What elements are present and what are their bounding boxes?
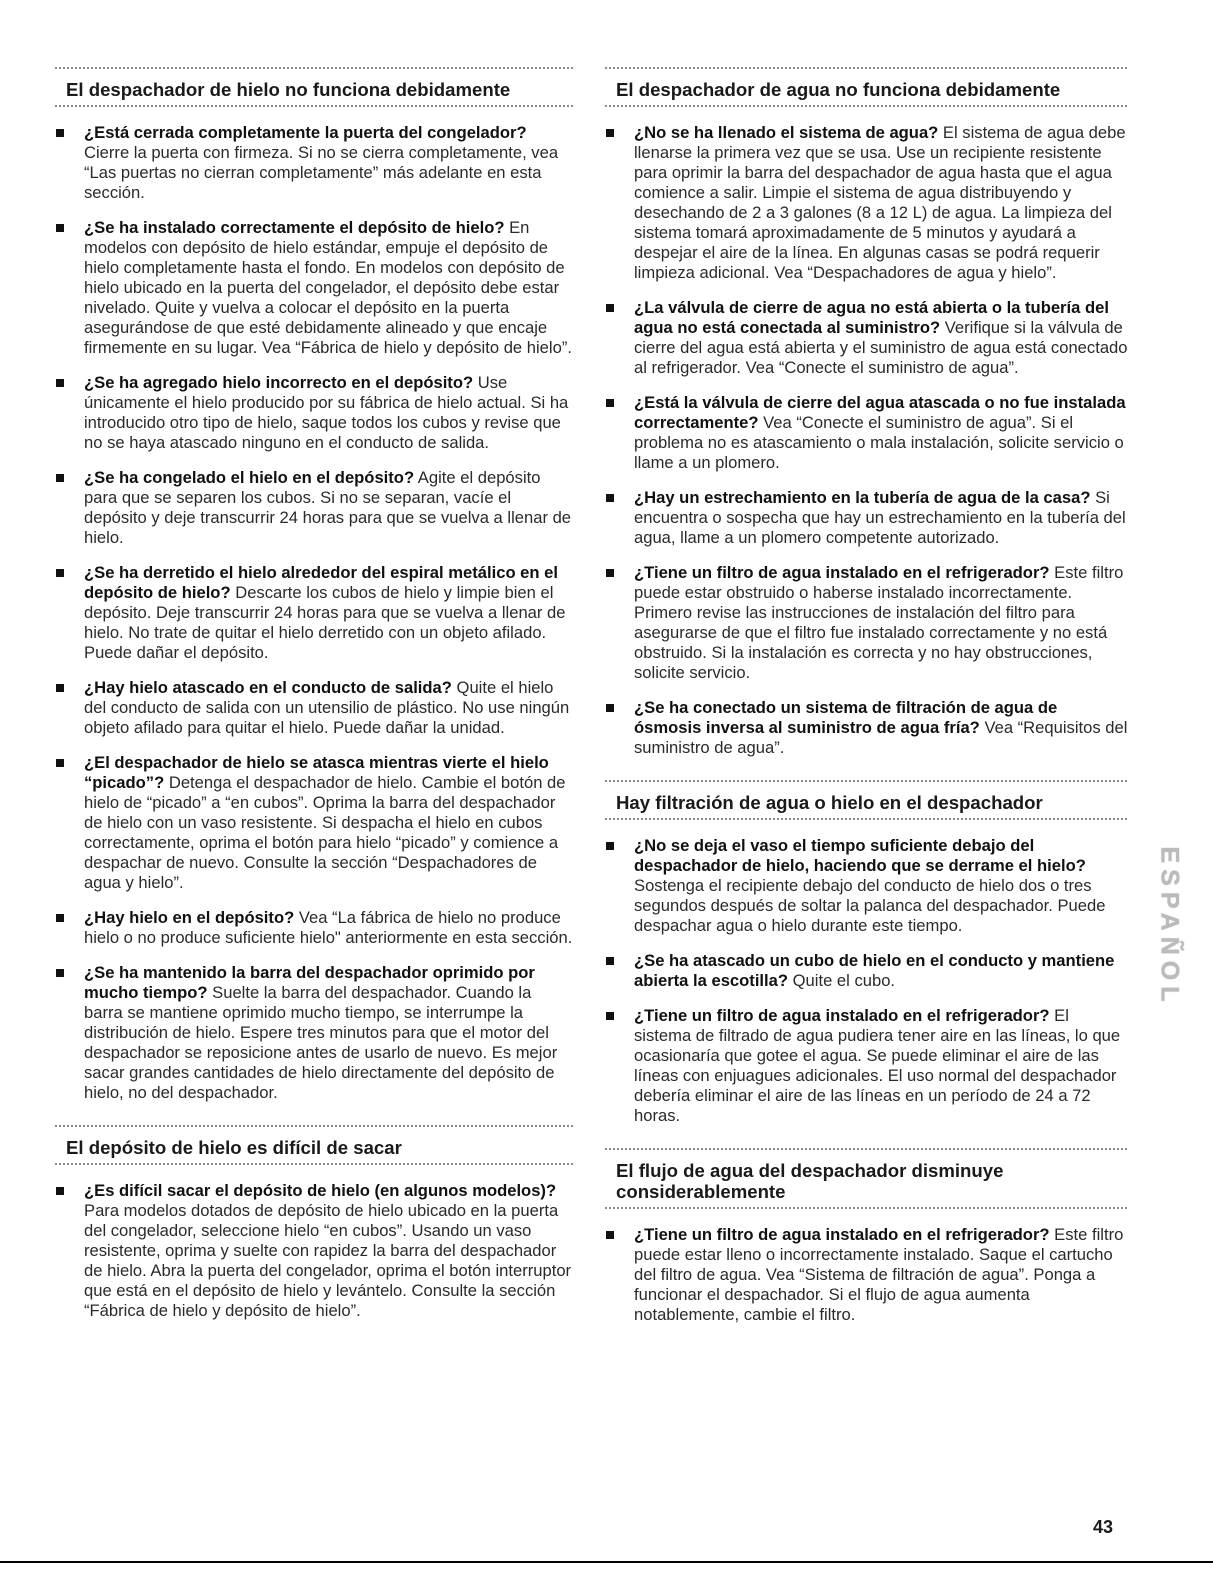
section-header	[604, 1147, 1128, 1211]
dotted-rule	[604, 66, 1128, 71]
answer-text: Use únicamente el hielo producido por su fábrica de hielo actual. Si ha introducido otro tipo de hielo, saque todos los cubos y revise que no se haya atascado ninguno en el conducto de salida.	[84, 373, 569, 452]
bullet-icon	[606, 957, 614, 965]
question-text: ¿No se deja el vaso el tiempo suficiente debajo del despachador de hielo, haciendo que se derrame el hielo?	[634, 836, 1086, 875]
list-item	[54, 468, 574, 548]
left-column	[54, 66, 574, 1342]
list-item	[54, 1181, 574, 1321]
bullet-icon	[56, 1187, 64, 1195]
list-item	[604, 298, 1128, 378]
question-text: ¿Tiene un filtro de agua instalado en el refrigerador?	[634, 1225, 1050, 1244]
bullet-icon	[56, 129, 64, 137]
bullet-icon	[56, 914, 64, 922]
list-item	[604, 488, 1128, 548]
answer-text: Vea “La fábrica de hielo no produce hielo o no produce suficiente hielo" anteriormente en esta sección.	[84, 908, 573, 947]
question-text: ¿Tiene un filtro de agua instalado en el refrigerador?	[634, 1006, 1050, 1025]
answer-text: Si encuentra o sospecha que hay un estrechamiento en la tubería del agua, llame a un plomero competente autorizado.	[634, 488, 1126, 547]
list-item	[54, 563, 574, 663]
list-item	[54, 678, 574, 738]
question-text: ¿Es difícil sacar el depósito de hielo (en algunos modelos)?	[84, 1181, 557, 1200]
list-item	[604, 123, 1128, 283]
section-gap	[604, 1340, 1128, 1346]
answer-text: Vea “Conecte el suministro de agua”. Si el problema no es atascamiento o mala instalación, solicite servicio o llame a un plomero.	[634, 413, 1124, 472]
question-text: ¿Se ha conectado un sistema de filtración de agua de ósmosis inversa al suministro de agua fría?	[634, 698, 1058, 737]
bullet-icon	[606, 304, 614, 312]
question-text: ¿Hay hielo atascado en el conducto de salida?	[84, 678, 452, 697]
question-text: ¿Tiene un filtro de agua instalado en el refrigerador?	[634, 563, 1050, 582]
list-item	[604, 698, 1128, 758]
side-tab-label: ESPAÑOL	[1155, 846, 1184, 1008]
answer-text: El sistema de agua debe llenarse la primera vez que se usa. Use un recipiente resistente para oprimir la barra del despachador de agua hasta que el agua comience a salir. Limpie el sistema de agua distribuyendo y desechando de 2 a 3 galones (8 a 12 L) de agua. La limpieza del sistema tomará aproximadamente de 5 minutos y ayudará a despejar el aire de la línea. En algunas casas se podrá requerir limpieza adicional. Vea “Despachadores de agua y hielo”.	[634, 123, 1126, 282]
question-text: ¿Está cerrada completamente la puerta del congelador?	[84, 123, 527, 142]
question-text: ¿La válvula de cierre de agua no está abierta o la tubería del agua no está conectada al suministro?	[634, 298, 1109, 337]
question-text: ¿El despachador de hielo se atasca mientras vierte el hielo “picado”?	[84, 753, 549, 792]
bullet-icon	[606, 569, 614, 577]
troubleshooting-list	[604, 1225, 1128, 1325]
answer-text: El sistema de filtrado de agua pudiera tener aire en las líneas, lo que ocasionaría que gotee el agua. Se puede eliminar el aire de las líneas con enjuagues adicionales. El uso normal del despachador debería eliminar el aire de las líneas en un período de 24 a 72 horas.	[634, 1006, 1121, 1125]
question-text: ¿Se ha mantenido la barra del despachador oprimido por mucho tiempo?	[84, 963, 535, 1002]
troubleshooting-list	[54, 1181, 574, 1321]
answer-text: Para modelos dotados de depósito de hielo ubicado en la puerta del congelador, seleccione hielo “en cubos”. Usando un vaso resistente, oprima y suelte con rapidez la barra del despachador de hielo. Abra la puerta del congelador, oprima el botón interruptor que está en el depósito de hielo y levántelo. Consulte la sección “Fábrica de hielo y depósito de hielo”.	[84, 1201, 572, 1320]
dotted-rule	[604, 817, 1128, 822]
troubleshooting-list	[604, 836, 1128, 1126]
question-text: ¿Hay hielo en el depósito?	[84, 908, 295, 927]
list-item	[604, 563, 1128, 683]
question-text: ¿No se ha llenado el sistema de agua?	[634, 123, 939, 142]
list-item	[604, 1006, 1128, 1126]
bullet-icon	[56, 684, 64, 692]
bullet-icon	[56, 969, 64, 977]
dotted-rule	[604, 1147, 1128, 1152]
answer-text: Quite el hielo del conducto de salida con un utensilio de plástico. No use ningún objeto afilado para quitar el hielo. Puede dañar la unidad.	[84, 678, 570, 737]
answer-text: Quite el cubo.	[788, 971, 896, 990]
list-item	[54, 908, 574, 948]
dotted-rule	[54, 66, 574, 71]
answer-text: Suelte la barra del despachador. Cuando la barra se mantiene oprimido mucho tiempo, se interrumpe la distribución de hielo. Espere tres minutos para que el motor del despachador se reposicione antes de usarlo de nuevo. Es mejor sacar grandes cantidades de hielo directamente del depósito de hielo, no del despachador.	[84, 983, 558, 1102]
answer-text: Este filtro puede estar obstruido o haberse instalado incorrectamente. Primero revise las instrucciones de instalación del filtro para asegurarse de que el filtro fue instalado correctamente y no está obstruido. Si la instalación es correcta y no hay obstrucciones, solicite servicio.	[634, 563, 1124, 682]
section-title: El despachador de hielo no funciona debidamente	[66, 79, 511, 100]
footer-rule	[0, 1561, 1213, 1563]
list-item	[54, 218, 574, 358]
question-text: ¿Se ha agregado hielo incorrecto en el depósito?	[84, 373, 474, 392]
list-item	[54, 373, 574, 453]
question-text: ¿Está la válvula de cierre del agua atascada o no fue instalada correctamente?	[634, 393, 1126, 432]
section-title: El despachador de agua no funciona debidamente	[616, 79, 1061, 100]
dotted-rule	[54, 1162, 574, 1167]
language-side-tab	[1152, 788, 1186, 1066]
question-text: ¿Hay un estrechamiento en la tubería de agua de la casa?	[634, 488, 1091, 507]
answer-text: Descarte los cubos de hielo y limpie bien el depósito. Deje transcurrir 24 horas para que se vuelva a llenar de hielo. No trate de quitar el hielo derretido con un objeto afilado. Puede dañar el depósito.	[84, 583, 566, 662]
bullet-icon	[606, 842, 614, 850]
bullet-icon	[56, 224, 64, 232]
section-title: Hay filtración de agua o hielo en el despachador	[616, 792, 1043, 813]
list-item	[604, 393, 1128, 473]
answer-text: Este filtro puede estar lleno o incorrectamente instalado. Saque el cartucho del filtro de agua. Vea “Sistema de filtración de agua”. Ponga a funcionar el despachador. Si el flujo de agua aumenta notablemente, cambie el filtro.	[634, 1225, 1124, 1324]
list-item	[604, 1225, 1128, 1325]
answer-text: Sostenga el recipiente debajo del conducto de hielo dos o tres segundos después de soltar la palanca del despachador. Puede despachar agua o hielo durante este tiempo.	[634, 876, 1106, 935]
dotted-rule	[604, 779, 1128, 784]
bullet-icon	[606, 399, 614, 407]
bullet-icon	[56, 569, 64, 577]
section-header	[604, 779, 1128, 822]
list-item	[54, 123, 574, 203]
dotted-rule	[604, 104, 1128, 109]
list-item	[54, 963, 574, 1103]
troubleshooting-list	[604, 123, 1128, 758]
dotted-rule	[54, 104, 574, 109]
question-text: ¿Se ha congelado el hielo en el depósito?	[84, 468, 415, 487]
page-number: 43	[1093, 1517, 1114, 1537]
list-item	[54, 753, 574, 893]
section-header	[604, 66, 1128, 109]
bullet-icon	[606, 129, 614, 137]
answer-text: Vea “Requisitos del suministro de agua”.	[634, 718, 1128, 757]
section-header	[54, 1124, 574, 1167]
question-text: ¿Se ha derretido el hielo alrededor del espiral metálico en el depósito de hielo?	[84, 563, 558, 602]
right-column	[604, 66, 1128, 1346]
dotted-rule	[604, 1206, 1128, 1211]
question-text: ¿Se ha instalado correctamente el depósito de hielo?	[84, 218, 505, 237]
troubleshooting-list	[54, 123, 574, 1103]
answer-text: Verifique si la válvula de cierre del agua está abierta y el suministro de agua está conectado al refrigerador. Vea “Conecte el suministro de agua”.	[634, 318, 1128, 377]
list-item	[604, 836, 1128, 936]
answer-text: En modelos con depósito de hielo estándar, empuje el depósito de hielo completamente hasta el fondo. En modelos con depósito de hielo ubicado en la puerta del congelador, el depósito debe estar nivelado. Quite y vuelva a colocar el depósito en la puerta asegurándose de que esté debidamente alineado y que encaje firmemente en su lugar. Vea “Fábrica de hielo y depósito de hielo”.	[84, 218, 572, 357]
answer-text: Cierre la puerta con firmeza. Si no se cierra completamente, vea “Las puertas no cierran completamente” más adelante en esta sección.	[84, 143, 559, 202]
section-header	[54, 66, 574, 109]
list-item	[604, 951, 1128, 991]
dotted-rule	[54, 1124, 574, 1129]
section-title: El flujo de agua del despachador disminuye considerablemente	[616, 1160, 1004, 1202]
bullet-icon	[56, 474, 64, 482]
answer-text: Detenga el despachador de hielo. Cambie el botón de hielo de “picado” a “en cubos”. Oprima la barra del despachador de hielo con un vaso resistente. Si despacha el hielo en cubos correctamente, oprima el botón para hielo “picado” y comience a despachar de nuevo. Consulte la sección “Despachadores de agua y hielo”.	[84, 773, 566, 892]
section-title: El depósito de hielo es difícil de sacar	[66, 1137, 402, 1158]
bullet-icon	[56, 379, 64, 387]
answer-text: Agite el depósito para que se separen los cubos. Si no se separan, vacíe el depósito y deje transcurrir 24 horas para que se vuelva a llenar de hielo.	[84, 468, 572, 547]
section-gap	[54, 1336, 574, 1342]
bullet-icon	[606, 1231, 614, 1239]
bullet-icon	[606, 704, 614, 712]
bullet-icon	[606, 1012, 614, 1020]
question-text: ¿Se ha atascado un cubo de hielo en el conducto y mantiene abierta la escotilla?	[634, 951, 1115, 990]
bullet-icon	[56, 759, 64, 767]
bullet-icon	[606, 494, 614, 502]
